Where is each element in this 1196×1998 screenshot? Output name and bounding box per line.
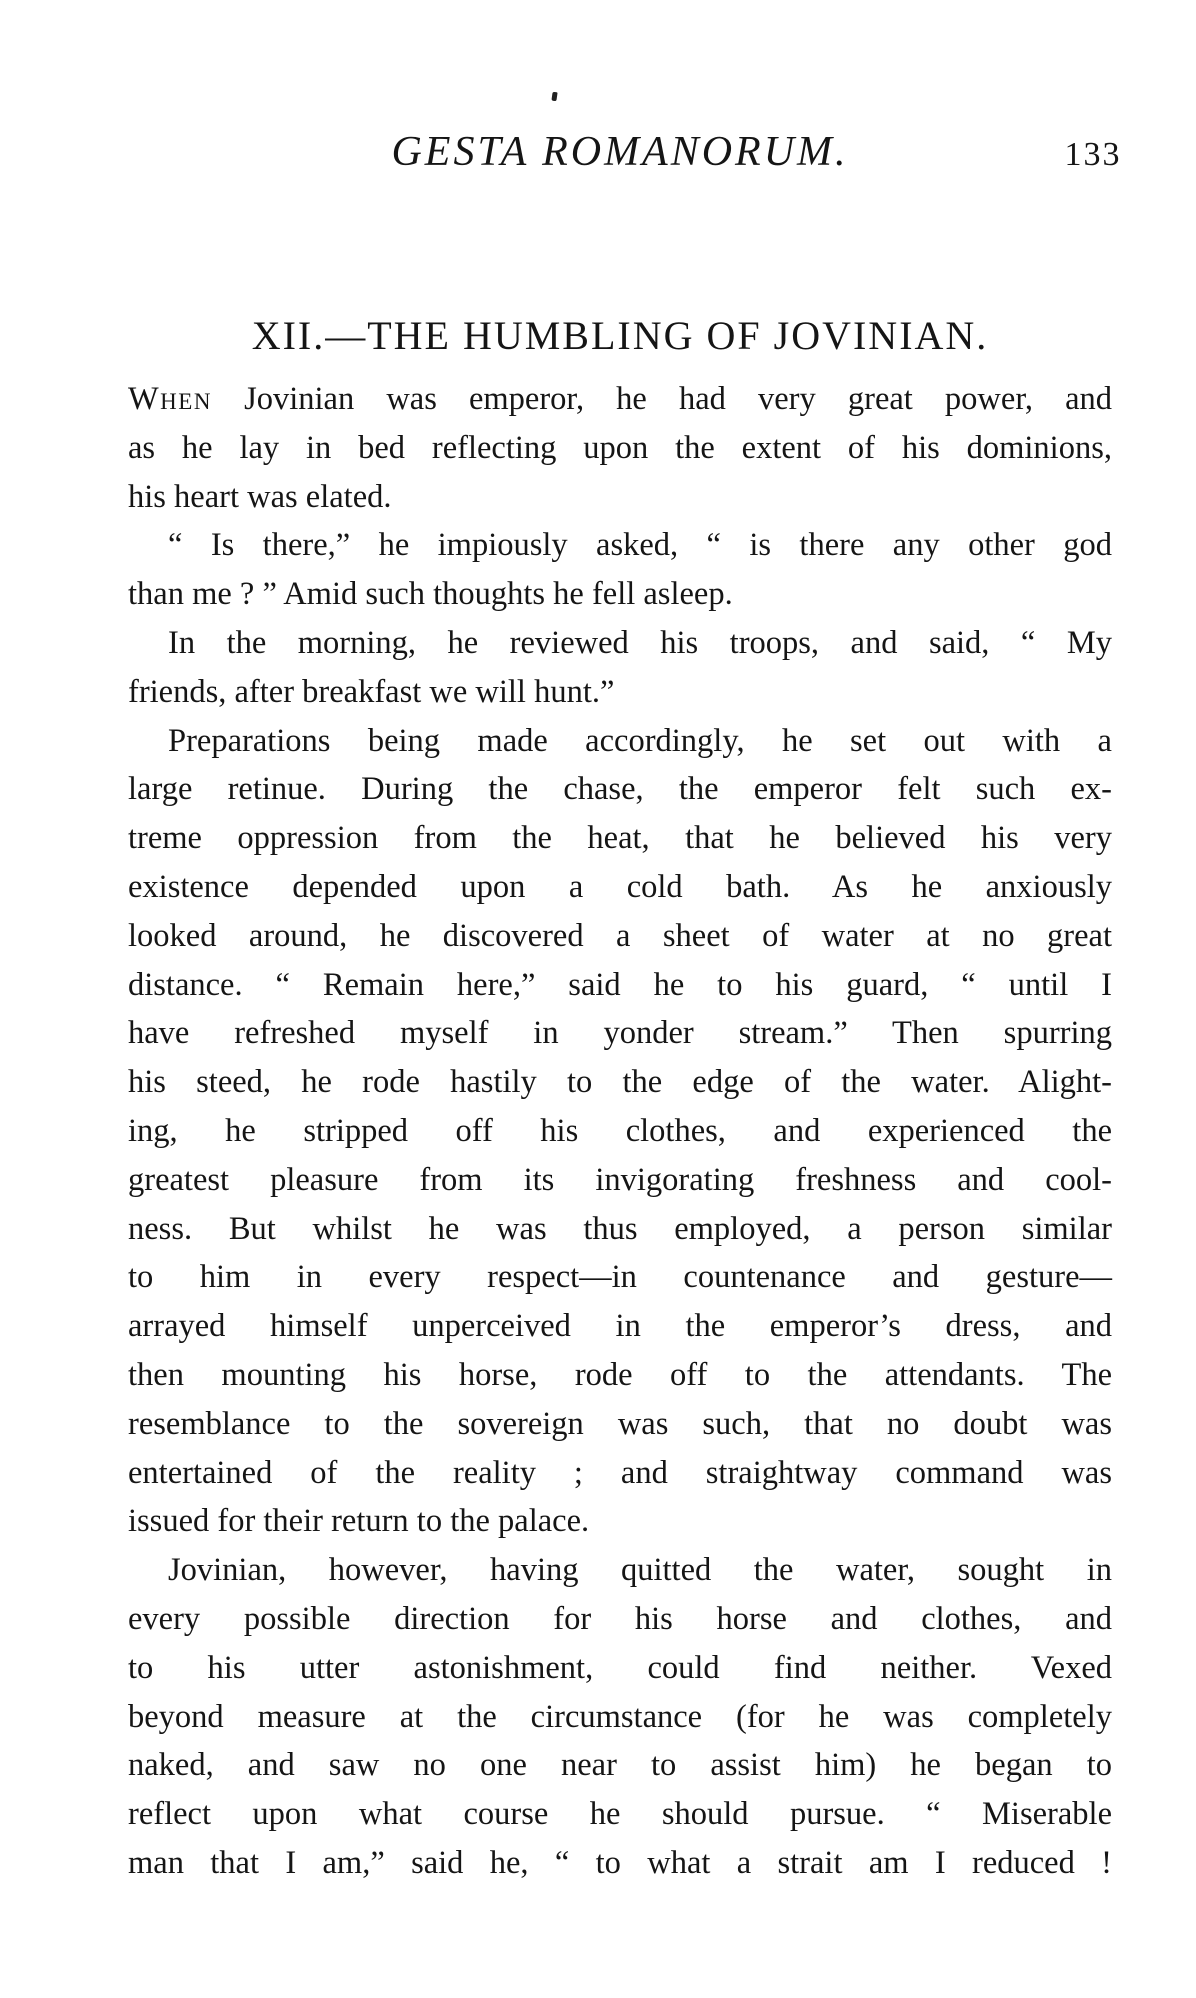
- text-line: issued for their return to the palace.: [128, 1503, 590, 1540]
- text-line: than me ? ” Amid such thoughts he fell asleep.: [128, 576, 733, 613]
- text-line: man that I am,” said he, “ to what a strait am I reduced !: [128, 1844, 1112, 1881]
- text-line: “ Is there,” he impiously asked, “ is there any other god: [168, 527, 1112, 564]
- text-line: naked, and saw no one near to assist him) he began to: [128, 1747, 1112, 1784]
- text-line: his heart was elated.: [128, 478, 392, 515]
- text-line: as he lay in bed reflecting upon the extent of his dominions,: [128, 429, 1112, 466]
- text-line: In the morning, he reviewed his troops, and said, “ My: [168, 624, 1112, 661]
- text-line: resemblance to the sovereign was such, that no doubt was: [128, 1405, 1112, 1442]
- text-line: every possible direction for his horse and clothes, and: [128, 1600, 1112, 1637]
- text-line: his steed, he rode hastily to the edge of the water. Alight-: [128, 1064, 1112, 1101]
- text-line: looked around, he discovered a sheet of water at no great: [128, 917, 1112, 954]
- opening-word: When: [128, 381, 212, 417]
- text-line: ing, he stripped off his clothes, and experienced the: [128, 1112, 1112, 1149]
- text-line: entertained of the reality ; and straightway command was: [128, 1454, 1112, 1491]
- text-line: treme oppression from the heat, that he believed his very: [128, 820, 1112, 857]
- chapter-title: XII.—THE HUMBLING OF JOVINIAN.: [251, 313, 989, 358]
- ink-speck: [551, 92, 557, 102]
- text-line: greatest pleasure from its invigorating freshness and cool-: [128, 1161, 1112, 1198]
- text-line: to him in every respect—in countenance and gesture—: [128, 1259, 1112, 1296]
- text-line: existence depended upon a cold bath. As he anxiously: [128, 868, 1112, 905]
- text-line: friends, after breakfast we will hunt.”: [128, 673, 615, 710]
- line-text: Jovinian was emperor, he had very great power, and: [244, 381, 1113, 417]
- story-text: [128, 375, 1112, 1888]
- text-line: Preparations being made accordingly, he set out with a: [168, 722, 1112, 759]
- text-line: [128, 375, 1112, 424]
- text-line: reflect upon what course he should pursue. “ Miserable: [128, 1796, 1112, 1833]
- text-line: beyond measure at the circumstance (for he was completely: [128, 1698, 1112, 1735]
- text-line: arrayed himself unperceived in the emperor’s dress, and: [128, 1308, 1112, 1345]
- text-line: have refreshed myself in yonder stream.” Then spurring: [128, 1015, 1112, 1052]
- text-line: distance. “ Remain here,” said he to his guard, “ until I: [128, 966, 1112, 1003]
- page-number: 133: [1064, 136, 1122, 173]
- text-line: then mounting his horse, rode off to the attendants. The: [128, 1356, 1112, 1393]
- text-line: to his utter astonishment, could find neither. Vexed: [128, 1649, 1112, 1686]
- text-line: Jovinian, however, having quitted the water, sought in: [168, 1552, 1112, 1589]
- text-line: ness. But whilst he was thus employed, a person similar: [128, 1210, 1112, 1247]
- running-header: GESTA ROMANORUM.: [391, 129, 849, 175]
- text-line: large retinue. During the chase, the emperor felt such ex-: [128, 771, 1112, 808]
